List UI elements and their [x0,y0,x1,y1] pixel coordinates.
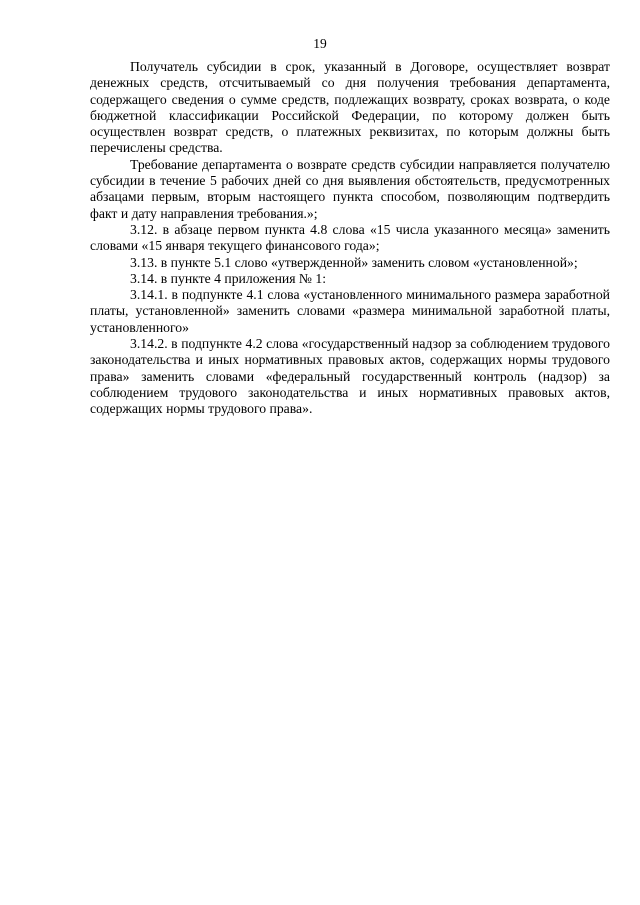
page-number: 19 [313,36,327,51]
paragraph-3-12: 3.12. в абзаце первом пункта 4.8 слова «15 числа указанного месяца» заменить словами «15 января текущего финансового года»; [90,221,610,254]
document-body [90,59,610,418]
paragraph-3-14: 3.14. в пункте 4 приложения № 1: [130,270,327,286]
paragraph-refund-requirement: Требование департамента о возврате средств субсидии направляется получателю субсидии в течение 5 рабочих дней со дня выявления обстоятельств, предусмотренных абзацами первым, вторым настоящего пункта способом, позволяющим подтвердить факт и дату направления требования.»; [90,156,610,221]
paragraph-refund-procedure: Получатель субсидии в срок, указанный в Договоре, осуществляет возврат денежных средств, отсчитываемый со дня получения требования департамента, содержащего сведения о сумме средств, подлежащих возврату, сроках возврата, о коде бюджетной классификации Российской Федерации, по которому должен быть осуществлен возврат средств, о платежных реквизитах, по которым должны быть перечислены средства. [90,59,610,156]
paragraph-3-13: 3.13. в пункте 5.1 слово «утвержденной» заменить словом «установленной»; [130,254,578,270]
paragraph-3-14-1: 3.14.1. в подпункте 4.1 слова «установленного минимального размера заработной платы, установленной» заменить словами «размера минимальной заработной платы, установленного» [90,287,610,335]
paragraph-3-14-2: 3.14.2. в подпункте 4.2 слова «государственный надзор за соблюдением трудового законодательства и иных нормативных правовых актов, содержащих нормы трудового права» заменить словами «федеральный государственный контроль (надзор) за соблюдением трудового законодательства и иных нормативных правовых актов, содержащих нормы трудового права». [90,336,610,417]
